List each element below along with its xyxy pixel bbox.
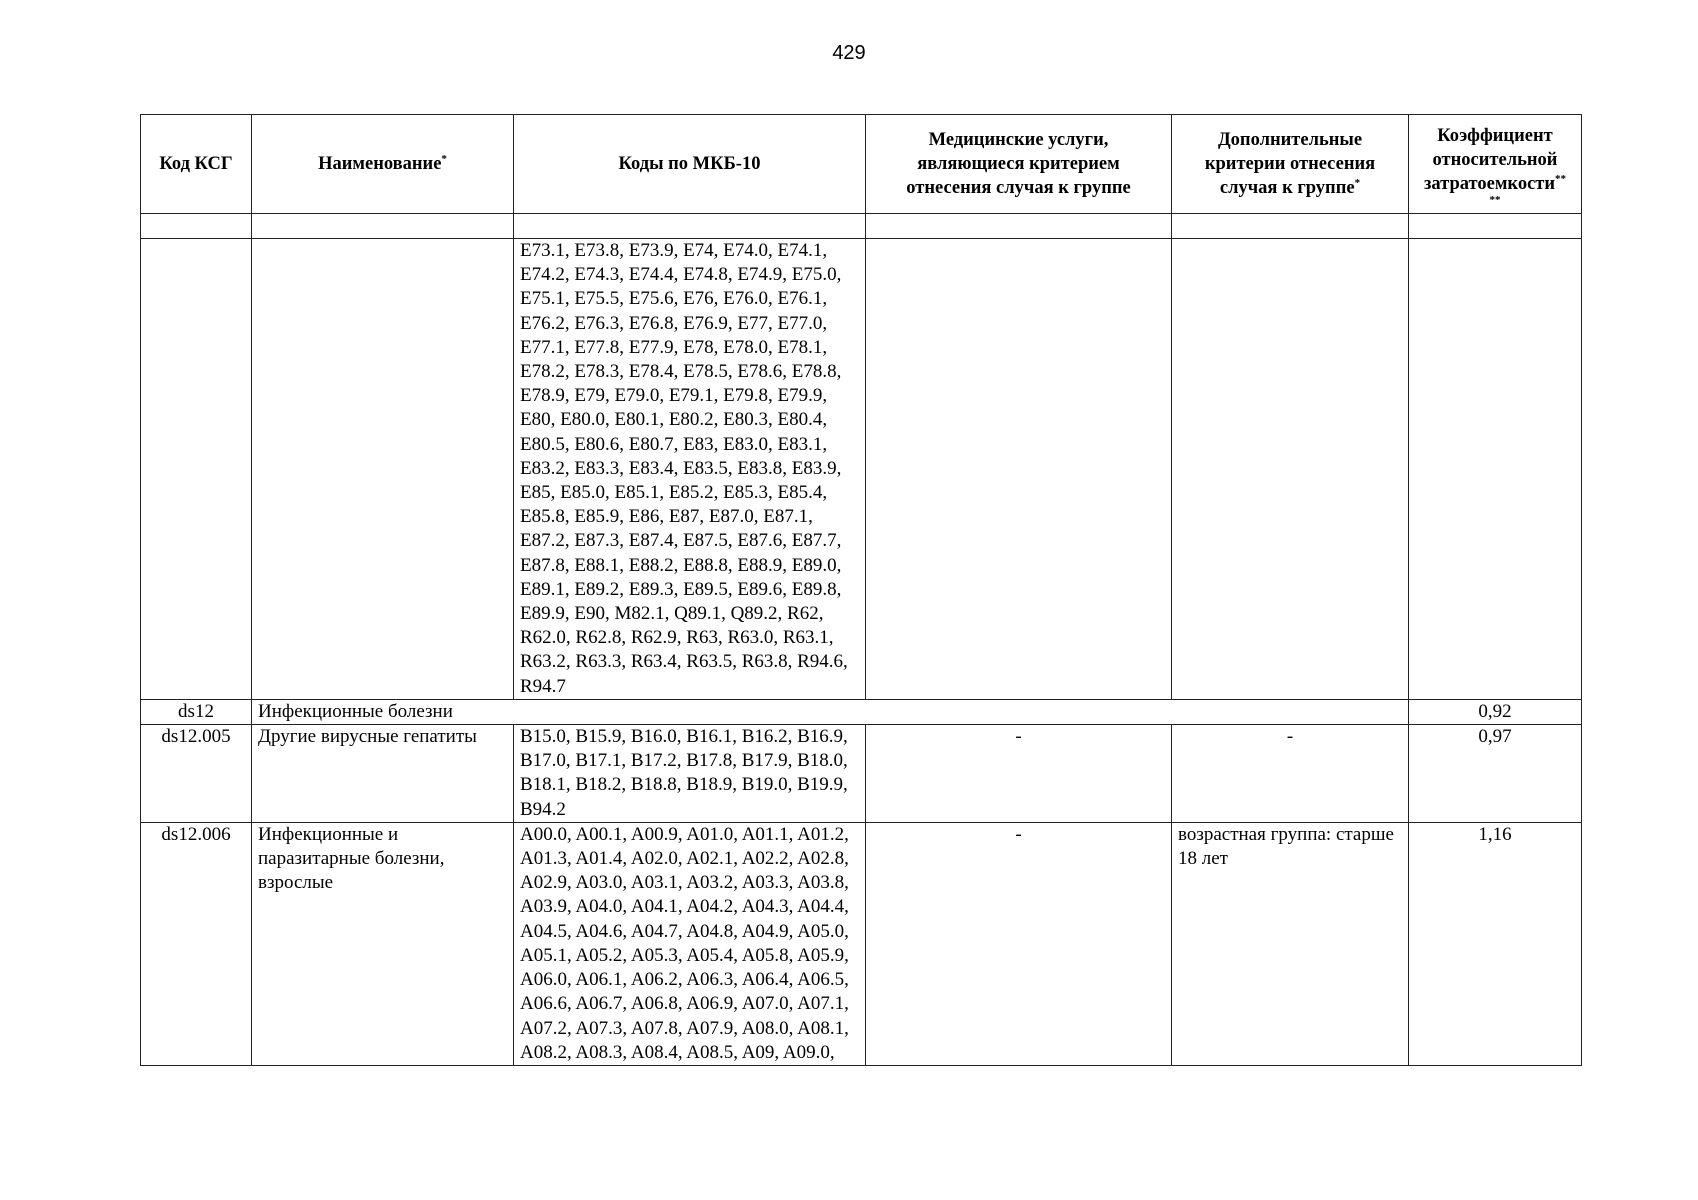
header-medical-services: Медицинские услуги, являющиеся критерием отнесения случая к группе	[866, 115, 1172, 214]
criteria-cell	[1172, 239, 1409, 700]
header-row	[141, 115, 1582, 214]
ksg-code-cell	[141, 239, 252, 700]
ksg-table	[140, 114, 1582, 1066]
header-name: Наименование*	[252, 115, 514, 214]
mkb-codes-cell: A00.0, A00.1, A00.9, A01.0, A01.1, A01.2, A01.3, A01.4, A02.0, A02.1, A02.2, A02.8, A02.9, A03.0, A03.1, A03.2, A03.3, A03.8, A03.9, A04.0, A04.1, A04.2, A04.3, A04.4, A04.5, A04.6, A04.7, A04.8, A04.9, A05.0, A05.1, A05.2, A05.3, A05.4, A05.8, A05.9, A06.0, A06.1, A06.2, A06.3, A06.4, A06.5, A06.6, A06.7, A06.8, A06.9, A07.0, A07.1, A07.2, A07.3, A07.8, A07.9, A08.0, A08.1, A08.2, A08.3, A08.4, A08.5, A09, A09.0,	[514, 822, 866, 1065]
mkb-codes-cell: B15.0, B15.9, B16.0, B16.1, B16.2, B16.9, B17.0, B17.1, B17.2, B17.8, B17.9, B18.0, B18.1, B18.2, B18.8, B18.9, B19.0, B19.9, B94.2	[514, 725, 866, 823]
group-name-cell: Инфекционные болезни	[252, 699, 1409, 724]
criteria-cell: -	[1172, 725, 1409, 823]
table-row	[141, 725, 1582, 823]
coefficient-cell	[1409, 239, 1582, 700]
group-row	[141, 699, 1582, 724]
services-cell	[866, 239, 1172, 700]
services-cell: -	[866, 725, 1172, 823]
criteria-cell: возрастная группа: старше 18 лет	[1172, 822, 1409, 1065]
header-additional-criteria: Дополнительные критерии отнесения случая к группе*	[1172, 115, 1409, 214]
header-mkb-codes: Коды по МКБ-10	[514, 115, 866, 214]
ksg-code-cell: ds12.005	[141, 725, 252, 823]
mkb-codes-cell: E73.1, E73.8, E73.9, E74, E74.0, E74.1, E74.2, E74.3, E74.4, E74.8, E74.9, E75.0, E75.1, E75.5, E75.6, E76, E76.0, E76.1, E76.2, E76.3, E76.8, E76.9, E77, E77.0, E77.1, E77.8, E77.9, E78, E78.0, E78.1, E78.2, E78.3, E78.4, E78.5, E78.6, E78.8, E78.9, E79, E79.0, E79.1, E79.8, E79.9, E80, E80.0, E80.1, E80.2, E80.3, E80.4, E80.5, E80.6, E80.7, E83, E83.0, E83.1, E83.2, E83.3, E83.4, E83.5, E83.8, E83.9, E85, E85.0, E85.1, E85.2, E85.3, E85.4, E85.8, E85.9, E86, E87, E87.0, E87.1, E87.2, E87.3, E87.4, E87.5, E87.6, E87.7, E87.8, E88.1, E88.2, E88.8, E88.9, E89.0, E89.1, E89.2, E89.3, E89.5, E89.6, E89.8, E89.9, E90, M82.1, Q89.1, Q89.2, R62, R62.0, R62.8, R62.9, R63, R63.0, R63.1, R63.2, R63.3, R63.4, R63.5, R63.8, R94.6, R94.7	[514, 239, 866, 700]
table-row	[141, 822, 1582, 1065]
coefficient-cell: 0,97	[1409, 725, 1582, 823]
services-cell: -	[866, 822, 1172, 1065]
table-row	[141, 239, 1582, 700]
ksg-code-cell: ds12	[141, 699, 252, 724]
header-cost-coefficient: Коэффициент относительной затратоемкости** **	[1409, 115, 1582, 214]
coefficient-cell: 1,16	[1409, 822, 1582, 1065]
page-number: 429	[832, 42, 866, 64]
ksg-code-cell: ds12.006	[141, 822, 252, 1065]
name-cell: Инфекционные и паразитарные болезни, взрослые	[252, 822, 514, 1065]
coefficient-cell: 0,92	[1409, 699, 1582, 724]
name-cell: Другие вирусные гепатиты	[252, 725, 514, 823]
name-cell	[252, 239, 514, 700]
spacer-row	[141, 214, 1582, 239]
header-ksg-code: Код КСГ	[141, 115, 252, 214]
